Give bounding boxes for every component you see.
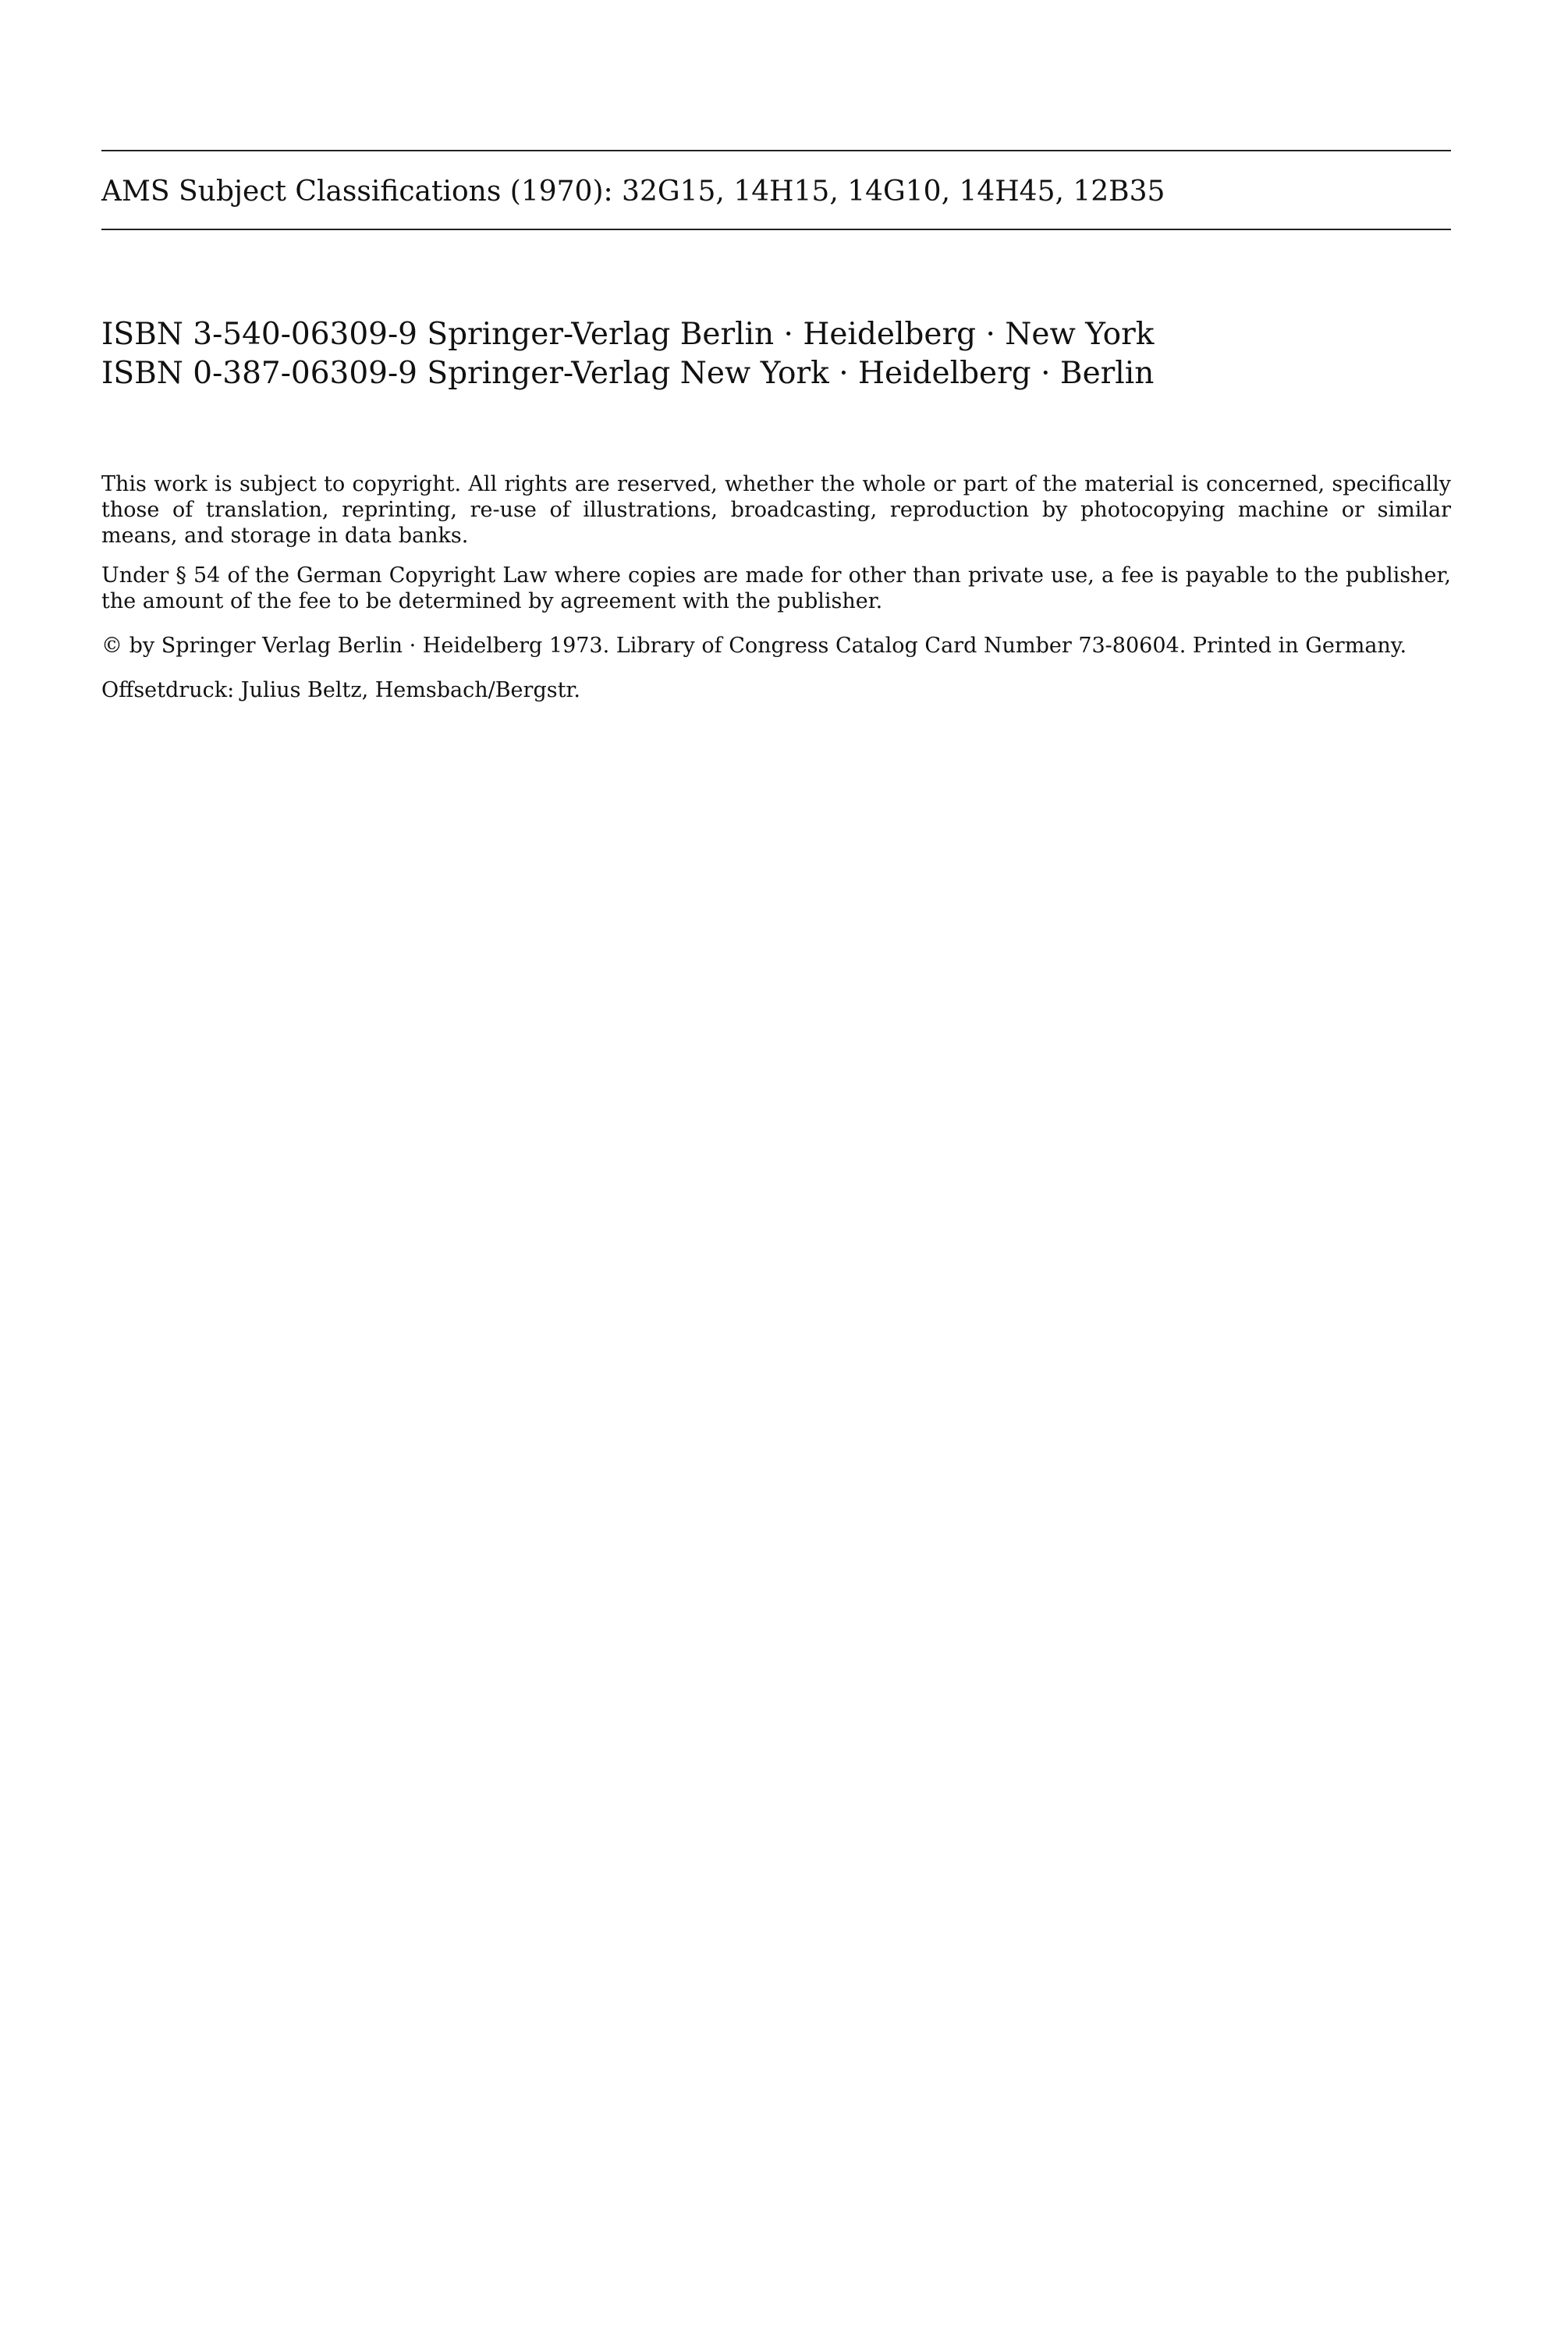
- printer-line: Offsetdruck: Julius Beltz, Hemsbach/Bergstr.: [101, 678, 580, 702]
- copyright-notice: This work is subject to copyright. All rights are reserved, whether the whole or part of the material is concerned, specifically those of translation, reprinting, re-use of illustrations, broadcasting, reproduction by photocopying machine or similar means, and storage in data banks.: [101, 472, 1451, 548]
- bottom-rule: [101, 229, 1451, 230]
- isbn-block: [101, 315, 1451, 393]
- fee-notice: Under § 54 of the German Copyright Law where copies are made for other than private use, a fee is payable to the publisher, the amount of the fee to be determined by agreement with the publisher.: [101, 563, 1451, 613]
- isbn-line-2: ISBN 0-387-06309-9 Springer-Verlag New York · Heidelberg · Berlin: [101, 356, 1155, 391]
- ams-classification: AMS Subject Classifications (1970): 32G15, 14H15, 14G10, 14H45, 12B35: [101, 176, 1165, 208]
- top-rule: [101, 150, 1451, 151]
- legal-notices: [101, 471, 1451, 717]
- copyright-line: © by Springer Verlag Berlin · Heidelberg 1973. Library of Congress Catalog Card Number 73-80604. Printed in Germany.: [101, 634, 1407, 658]
- isbn-line-1: ISBN 3-540-06309-9 Springer-Verlag Berlin · Heidelberg · New York: [101, 317, 1155, 352]
